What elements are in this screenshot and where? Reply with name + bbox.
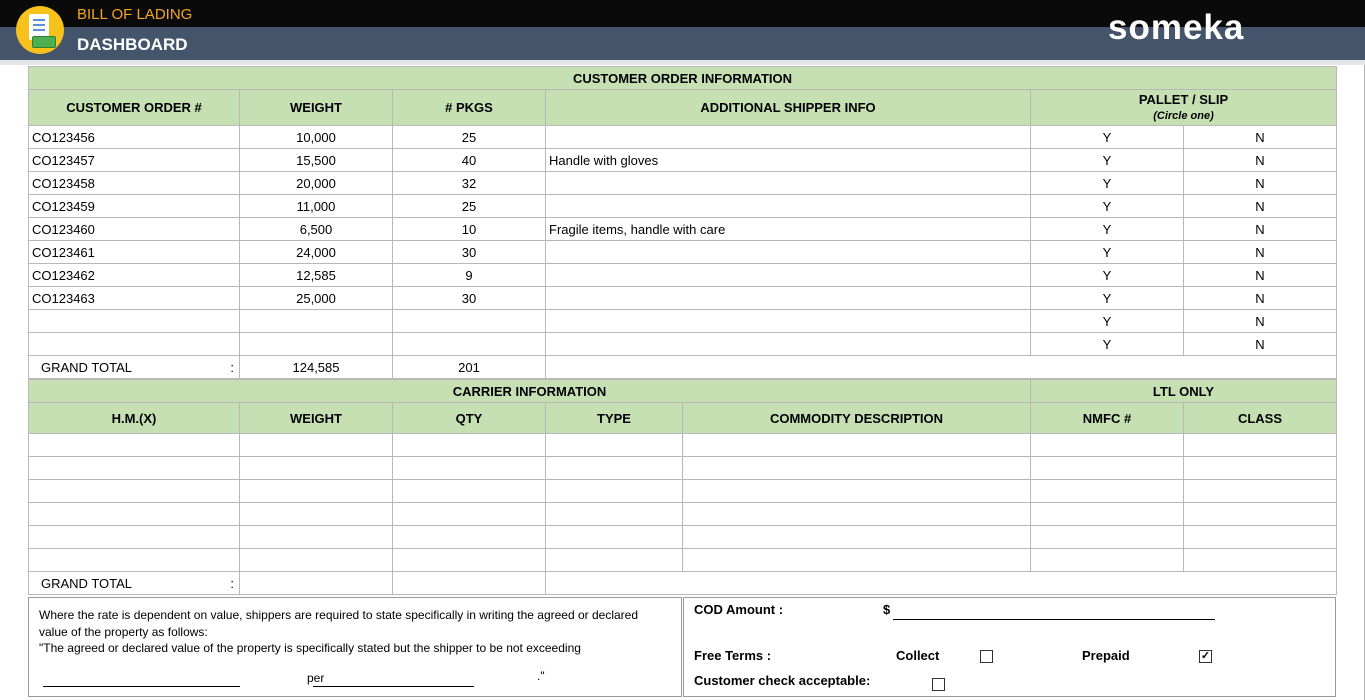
carrier-grand-total-label: GRAND TOTAL [41,575,133,591]
class-cell[interactable] [1184,549,1337,572]
hm-cell[interactable] [29,503,240,526]
customer-order-row [29,149,1337,172]
pkgs-cell[interactable]: 30 [393,241,546,264]
type-cell[interactable] [546,549,683,572]
order-number-cell[interactable]: CO123461 [29,241,240,264]
customer-order-table [28,66,1337,379]
app-title: BILL OF LADING [77,6,193,23]
customer-check-checkbox[interactable] [932,678,945,691]
carrier-grand-total-weight[interactable] [240,572,393,595]
pallet-no-cell[interactable]: N [1184,287,1337,310]
commodity-cell[interactable] [683,526,1031,549]
col-header-pkgs: # PKGS [393,90,546,126]
declaration-line-3: "The agreed or declared value of the property is specifically stated but the shipper to be not exceeding [39,641,581,655]
carrier-row [29,480,1337,503]
pkgs-cell[interactable] [393,310,546,333]
header-separator [0,60,1365,65]
class-cell[interactable] [1184,480,1337,503]
col-header-weight: WEIGHT [240,90,393,126]
col-header-type: TYPE [546,403,683,434]
pallet-no-cell[interactable]: N [1184,264,1337,287]
pkgs-cell[interactable]: 30 [393,287,546,310]
pallet-slip-note: (Circle one) [1153,109,1214,122]
pallet-no-cell[interactable]: N [1184,149,1337,172]
shipper-info-cell[interactable] [546,264,1031,287]
hm-cell[interactable] [29,480,240,503]
pallet-no-cell[interactable]: N [1184,218,1337,241]
prepaid-checkbox[interactable]: ✓ [1200,650,1211,662]
order-number-cell[interactable]: CO123458 [29,172,240,195]
col-header-carrier-weight: WEIGHT [240,403,393,434]
grand-total-empty [546,356,1337,379]
grand-total-pkgs[interactable]: 201 [393,356,546,379]
weight-cell[interactable]: 24,000 [240,241,393,264]
bill-of-lading-logo-icon [16,6,64,54]
prepaid-label: Prepaid [1082,648,1130,663]
commodity-cell[interactable] [683,503,1031,526]
customer-order-row [29,287,1337,310]
pkgs-cell[interactable]: 40 [393,149,546,172]
customer-order-row [29,333,1337,356]
cod-amount-field[interactable] [893,602,1215,620]
shipper-info-cell[interactable] [546,287,1031,310]
bottom-section [28,597,1336,700]
customer-check-label: Customer check acceptable: [694,673,871,688]
hm-cell[interactable] [29,526,240,549]
currency-symbol: $ [883,602,891,617]
order-number-cell[interactable] [29,310,240,333]
weight-cell[interactable] [240,333,393,356]
pallet-yes-cell[interactable]: Y [1031,218,1184,241]
class-cell[interactable] [1184,457,1337,480]
hm-cell[interactable] [29,457,240,480]
collect-checkbox[interactable] [980,650,993,663]
payment-box [683,597,1336,697]
carrier-weight-cell[interactable] [240,549,393,572]
nmfc-cell[interactable] [1031,457,1184,480]
money-icon [32,36,56,48]
pallet-slip-label: PALLET / SLIP [1138,91,1229,107]
grand-total-colon: : [230,359,234,375]
customer-order-section-title: CUSTOMER ORDER INFORMATION [29,67,1337,90]
declaration-line-2: value of the property as follows: [39,624,208,639]
col-header-pallet-slip [1031,90,1337,126]
weight-cell[interactable]: 11,000 [240,195,393,218]
pallet-yes-cell[interactable]: Y [1031,195,1184,218]
qty-cell[interactable] [393,526,546,549]
hm-cell[interactable] [29,434,240,457]
nmfc-cell[interactable] [1031,480,1184,503]
order-number-cell[interactable]: CO123457 [29,149,240,172]
pallet-no-cell[interactable]: N [1184,310,1337,333]
customer-order-row [29,218,1337,241]
customer-order-row [29,126,1337,149]
carrier-grand-total-qty[interactable] [393,572,546,595]
class-cell[interactable] [1184,526,1337,549]
pallet-no-cell[interactable]: N [1184,195,1337,218]
grand-total-weight[interactable]: 124,585 [240,356,393,379]
qty-cell[interactable] [393,503,546,526]
shipper-info-cell[interactable] [546,195,1031,218]
pallet-no-cell[interactable]: N [1184,172,1337,195]
nmfc-cell[interactable] [1031,434,1184,457]
order-number-cell[interactable]: CO123460 [29,218,240,241]
nmfc-cell[interactable] [1031,503,1184,526]
weight-cell[interactable]: 15,500 [240,149,393,172]
col-header-customer-order: CUSTOMER ORDER # [29,90,240,126]
type-cell[interactable] [546,457,683,480]
cod-amount-label: COD Amount : [694,602,784,617]
class-cell[interactable] [1184,434,1337,457]
carrier-row [29,549,1337,572]
commodity-cell[interactable] [683,549,1031,572]
grand-total-label: GRAND TOTAL [41,359,133,375]
declaration-line-1: Where the rate is dependent on value, shippers are required to state specifically in writing the agreed or declared [39,608,639,622]
carrier-row [29,526,1337,549]
col-header-class: CLASS [1184,403,1337,434]
commodity-cell[interactable] [683,480,1031,503]
pallet-yes-cell[interactable]: Y [1031,126,1184,149]
carrier-weight-cell[interactable] [240,434,393,457]
carrier-weight-cell[interactable] [240,503,393,526]
pallet-no-cell[interactable]: N [1184,126,1337,149]
pkgs-cell[interactable]: 10 [393,218,546,241]
shipper-info-cell[interactable] [546,172,1031,195]
pallet-no-cell[interactable]: N [1184,241,1337,264]
qty-cell[interactable] [393,480,546,503]
weight-cell[interactable]: 20,000 [240,172,393,195]
pkgs-cell[interactable] [393,333,546,356]
order-number-cell[interactable]: CO123456 [29,126,240,149]
col-header-qty: QTY [393,403,546,434]
shipper-info-cell[interactable] [546,126,1031,149]
ltl-section-title: LTL ONLY [1031,380,1337,403]
carrier-weight-cell[interactable] [240,457,393,480]
carrier-table [28,379,1337,595]
pkgs-cell[interactable]: 9 [393,264,546,287]
carrier-weight-cell[interactable] [240,480,393,503]
col-header-hm: H.M.(X) [29,403,240,434]
type-cell[interactable] [546,480,683,503]
grand-total-label-cell [29,356,240,379]
col-header-shipper-info: ADDITIONAL SHIPPER INFO [546,90,1031,126]
customer-order-row [29,241,1337,264]
pallet-yes-cell[interactable]: Y [1031,333,1184,356]
pallet-yes-cell[interactable]: Y [1031,287,1184,310]
carrier-row [29,457,1337,480]
shipper-info-cell[interactable] [546,310,1031,333]
nmfc-cell[interactable] [1031,526,1184,549]
declaration-end-quote: ." [537,669,545,683]
pallet-yes-cell[interactable]: Y [1031,149,1184,172]
declared-value-field[interactable] [43,686,240,687]
hm-cell[interactable] [29,549,240,572]
shipper-info-cell[interactable]: Fragile items, handle with care [546,218,1031,241]
weight-cell[interactable]: 10,000 [240,126,393,149]
order-number-cell[interactable]: CO123459 [29,195,240,218]
pkgs-cell[interactable]: 25 [393,195,546,218]
pallet-yes-cell[interactable]: Y [1031,264,1184,287]
weight-cell[interactable]: 12,585 [240,264,393,287]
carrier-section-title: CARRIER INFORMATION [29,380,1031,403]
carrier-grand-total-colon: : [230,575,234,591]
shipper-info-cell[interactable] [546,241,1031,264]
carrier-grand-total-empty [546,572,1337,595]
pallet-no-cell[interactable]: N [1184,333,1337,356]
pallet-yes-cell[interactable]: Y [1031,241,1184,264]
customer-order-row [29,310,1337,333]
carrier-row [29,503,1337,526]
customer-order-row [29,195,1337,218]
declared-value-box [28,597,682,697]
col-header-nmfc: NMFC # [1031,403,1184,434]
customer-order-row [29,264,1337,287]
qty-cell[interactable] [393,434,546,457]
pkgs-cell[interactable]: 32 [393,172,546,195]
free-terms-label: Free Terms : [694,648,772,663]
order-number-cell[interactable] [29,333,240,356]
app-header [0,0,1365,60]
class-cell[interactable] [1184,503,1337,526]
nmfc-cell[interactable] [1031,549,1184,572]
col-header-commodity: COMMODITY DESCRIPTION [683,403,1031,434]
collect-label: Collect [896,648,940,663]
shipper-info-cell[interactable]: Handle with gloves [546,149,1031,172]
commodity-cell[interactable] [683,457,1031,480]
per-unit-field[interactable] [313,686,474,687]
per-label: per [307,671,325,685]
qty-cell[interactable] [393,457,546,480]
weight-cell[interactable] [240,310,393,333]
carrier-grand-total-label-cell [29,572,240,595]
commodity-cell[interactable] [683,434,1031,457]
customer-order-row [29,172,1337,195]
type-cell[interactable] [546,434,683,457]
order-number-cell[interactable]: CO123462 [29,264,240,287]
qty-cell[interactable] [393,549,546,572]
weight-cell[interactable]: 6,500 [240,218,393,241]
weight-cell[interactable]: 25,000 [240,287,393,310]
shipper-info-cell[interactable] [546,333,1031,356]
someka-brand-logo: someka [1108,8,1245,47]
order-number-cell[interactable]: CO123463 [29,287,240,310]
page-title: DASHBOARD [77,35,188,54]
pkgs-cell[interactable]: 25 [393,126,546,149]
pallet-yes-cell[interactable]: Y [1031,172,1184,195]
pallet-yes-cell[interactable]: Y [1031,310,1184,333]
carrier-row [29,434,1337,457]
type-cell[interactable] [546,503,683,526]
type-cell[interactable] [546,526,683,549]
carrier-weight-cell[interactable] [240,526,393,549]
